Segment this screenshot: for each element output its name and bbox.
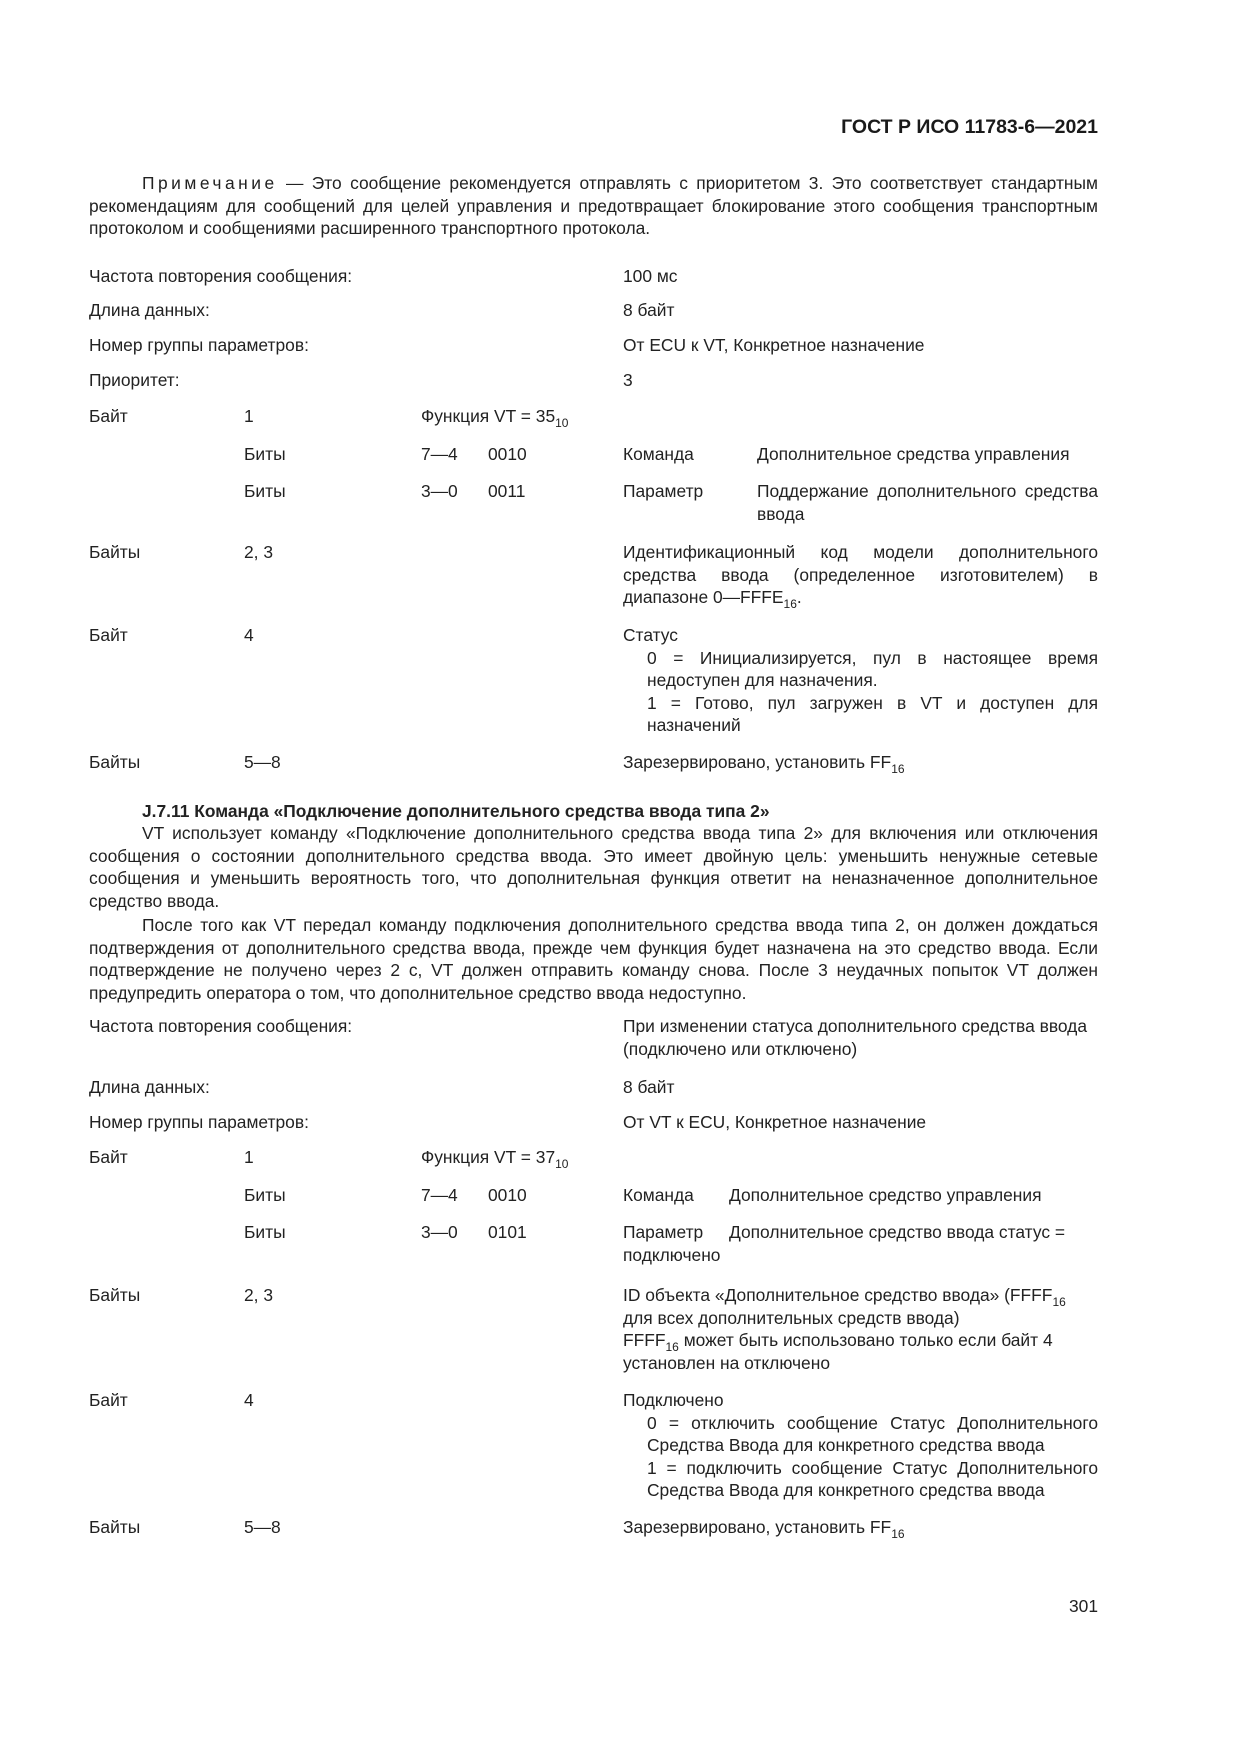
msg1-byte1-label: Байт [89, 406, 128, 426]
msg2-byte1-num: 1 [244, 1147, 254, 1167]
msg1-byte4-desc [623, 624, 1098, 737]
msg2-bytes23-line3: $FFFF_{16}$ может быть использовано только если байт 4 [623, 1330, 1053, 1354]
msg1-bytes58-desc: Зарезервировано, установить $FF_{16}$ [623, 752, 905, 776]
msg2-bytes23-num: 2, 3 [244, 1285, 274, 1305]
msg1-rep-value: 100 мс [623, 266, 678, 286]
msg1-prio-label: Приоритет: [89, 370, 180, 390]
msg1-byte4-label: Байт [89, 625, 128, 645]
msg2-len-label: Длина данных: [89, 1077, 210, 1097]
msg2-bits2-label: Биты [244, 1222, 286, 1242]
msg2-bytes23-desc [623, 1284, 1098, 1374]
document-header: ГОСТ Р ИСО 11783-6—2021 [841, 116, 1098, 138]
msg1-bits1-range: 7—4 [421, 444, 458, 464]
msg1-bits2-desc: Поддержание дополнительного средства ввода [757, 481, 1098, 524]
msg2-bits2-name: Параметр [623, 1222, 704, 1242]
msg1-bits2-value: 0011 [488, 481, 526, 501]
note-text: — Это сообщение рекомендуется отправлять с приоритетом 3. Это соответствует стандартным рекомендациям для сообщений для целей управления и предотвращает блокирование этого сообщения транспортным протоколом и сообщениями расширенного транспортного протокола. [89, 173, 1098, 238]
msg1-bits2-range: 3—0 [421, 481, 458, 501]
msg1-byte1-num: 1 [244, 406, 254, 426]
msg1-bits1-desc: Дополнительное средства управления [757, 444, 1070, 464]
msg2-rep-label: Частота повторения сообщения: [89, 1016, 353, 1036]
msg2-bits2-range: 3—0 [421, 1222, 458, 1242]
msg1-len-label: Длина данных: [89, 300, 210, 320]
msg2-pgn-label: Номер группы параметров: [89, 1112, 309, 1132]
msg1-byte4-opt1: 1 = Готово, пул загружен в VT и доступен для назначений [647, 692, 1098, 735]
page-number: 301 [1068, 1596, 1098, 1616]
msg2-bits1-range: 7—4 [421, 1185, 458, 1205]
msg1-bits2-name: Параметр [623, 481, 704, 501]
msg2-byte1-label: Байт [89, 1147, 128, 1167]
section-paragraph-2: После того как VT передал команду подключения дополнительного средства ввода типа 2, он должен дождаться подтверждения от дополнительного средства ввода, прежде чем функция будет назначена на это средство ввода. Если подтверждение не получено через 2 с, VT должен отправить команду снова. После 3 неудачных попыток VT должен предупредить оператора о том, что дополнительное средство ввода недоступно. [89, 915, 1098, 1003]
msg2-byte4-opt1: 1 = подключить сообщение Статус Дополнительного Средства Ввода для конкретного средства ввода [647, 1457, 1098, 1500]
msg2-byte4-label: Байт [89, 1390, 128, 1410]
msg1-pgn-value: От ECU к VT, Конкретное назначение [623, 335, 925, 355]
msg2-pgn-value: От VT к ECU, Конкретное назначение [623, 1112, 927, 1132]
msg2-rep-value: При изменении статуса дополнительного средства ввода (подключено или отключено) [623, 1016, 1087, 1059]
msg1-rep-label: Частота повторения сообщения: [89, 266, 353, 286]
note-paragraph [89, 172, 1098, 240]
msg2-bits2-desc: Дополнительное средство ввода статус = [729, 1222, 1065, 1242]
msg2-bytes23-line4: установлен на отключено [623, 1352, 830, 1373]
msg2-bytes58-label: Байты [89, 1517, 141, 1537]
msg2-bytes58-desc: Зарезервировано, установить $FF_{16}$ [623, 1517, 905, 1541]
msg2-byte4-title: Подключено [623, 1390, 724, 1410]
msg2-bytes58-num: 5—8 [244, 1517, 281, 1537]
msg1-byte4-opt0: 0 = Инициализируется, пул в настоящее время недоступен для назначения. [647, 647, 1098, 690]
msg1-bits1-value: 0010 [488, 444, 527, 464]
msg1-bits1-label: Биты [244, 444, 286, 464]
msg1-prio-value: 3 [623, 370, 633, 390]
msg2-bits1-label: Биты [244, 1185, 286, 1205]
msg1-bytes23-desc: Идентификационный код модели дополнительного средства ввода (определенное изготовителем) в диапазоне $0—FFFE_{16}$. [623, 542, 1098, 611]
section-paragraph-1: VT использует команду «Подключение дополнительного средства ввода типа 2» для включения или отключения сообщения о состоянии дополнительного средства ввода. Это имеет двойную цель: уменьшить ненужные сетевые сообщения и уменьшить вероятность того, что дополнительная функция ответит на неназначенное дополнительное средство ввода. [89, 823, 1098, 911]
msg1-bytes58-num: 5—8 [244, 752, 281, 772]
msg1-bits2-label: Биты [244, 481, 286, 501]
msg2-bits2-value: 0101 [488, 1222, 527, 1242]
msg2-byte4-opt0: 0 = отключить сообщение Статус Дополнительного Средства Ввода для конкретного средства ввода [647, 1412, 1098, 1455]
msg1-byte1-func: Функция VT = $35_{10}$ [421, 406, 569, 430]
msg2-bits2-desc-cont: подключено [623, 1245, 721, 1265]
msg2-byte4-desc [623, 1389, 1098, 1502]
msg1-bytes23-label: Байты [89, 542, 141, 562]
msg1-len-value: 8 байт [623, 300, 675, 320]
msg2-bytes23-line2: для всех дополнительных средств ввода) [623, 1307, 960, 1328]
msg2-byte4-num: 4 [244, 1390, 254, 1410]
msg1-bytes58-label: Байты [89, 752, 141, 772]
msg2-bits1-value: 0010 [488, 1185, 527, 1205]
msg2-byte1-func: Функция VT = $37_{10}$ [421, 1147, 569, 1171]
msg2-bits1-desc: Дополнительное средство управления [729, 1185, 1042, 1205]
msg1-byte4-title: Статус [623, 625, 678, 645]
msg1-bits1-name: Команда [623, 444, 694, 464]
note-label: Примечание [142, 173, 278, 193]
section-heading: J.7.11 Команда «Подключение дополнительного средства ввода типа 2» [142, 801, 770, 821]
msg1-bytes23-num: 2, 3 [244, 542, 274, 562]
msg2-bytes23-label: Байты [89, 1285, 141, 1305]
msg2-bytes23-line1: ID объекта «Дополнительное средство ввода» ($FFFF_{16}$ [623, 1285, 1066, 1309]
msg2-len-value: 8 байт [623, 1077, 675, 1097]
msg1-byte4-num: 4 [244, 625, 254, 645]
msg2-bits1-name: Команда [623, 1185, 694, 1205]
msg1-pgn-label: Номер группы параметров: [89, 335, 309, 355]
